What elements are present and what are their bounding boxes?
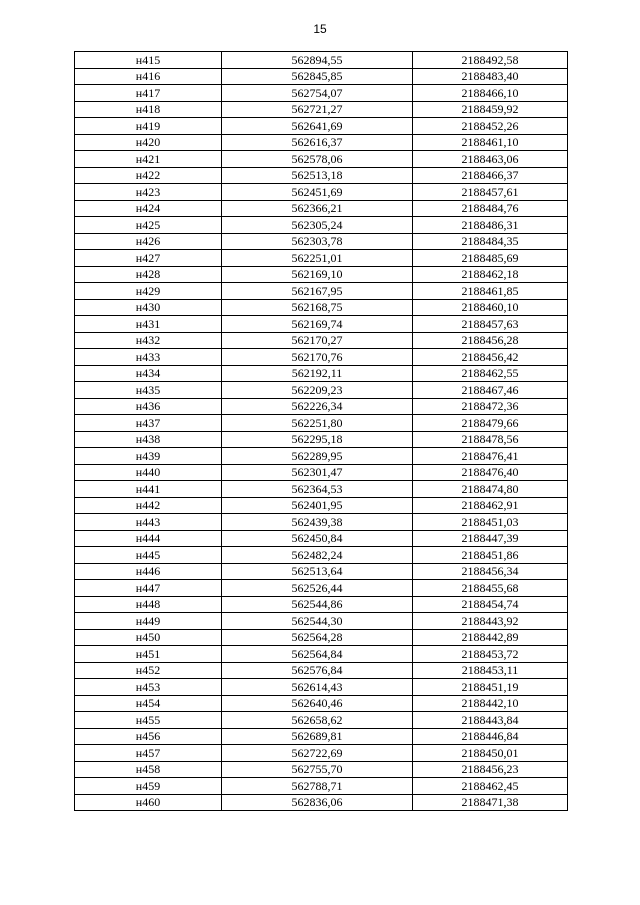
x-coordinate-cell: 562564,28 bbox=[222, 629, 413, 646]
table-row bbox=[75, 415, 568, 432]
x-coordinate-cell: 562576,84 bbox=[222, 662, 413, 679]
x-coordinate-cell: 562482,24 bbox=[222, 547, 413, 564]
x-coordinate-cell: 562364,53 bbox=[222, 481, 413, 498]
x-coordinate-cell: 562513,64 bbox=[222, 563, 413, 580]
x-coordinate-cell: 562169,74 bbox=[222, 316, 413, 333]
table-row bbox=[75, 580, 568, 597]
x-coordinate-cell: 562303,78 bbox=[222, 233, 413, 250]
table-row bbox=[75, 448, 568, 465]
y-coordinate-cell: 2188446,84 bbox=[413, 728, 568, 745]
table-row bbox=[75, 200, 568, 217]
page-number: 15 bbox=[313, 22, 327, 36]
point-id-cell: н433 bbox=[75, 349, 222, 366]
point-id-cell: н451 bbox=[75, 646, 222, 663]
y-coordinate-cell: 2188443,92 bbox=[413, 613, 568, 630]
point-id-cell: н445 bbox=[75, 547, 222, 564]
point-id-cell: н424 bbox=[75, 200, 222, 217]
point-id-cell: н432 bbox=[75, 332, 222, 349]
x-coordinate-cell: 562754,07 bbox=[222, 85, 413, 102]
table-row bbox=[75, 167, 568, 184]
y-coordinate-cell: 2188485,69 bbox=[413, 250, 568, 267]
x-coordinate-cell: 562689,81 bbox=[222, 728, 413, 745]
point-id-cell: н430 bbox=[75, 299, 222, 316]
y-coordinate-cell: 2188461,10 bbox=[413, 134, 568, 151]
table-row bbox=[75, 745, 568, 762]
y-coordinate-cell: 2188457,63 bbox=[413, 316, 568, 333]
point-id-cell: н418 bbox=[75, 101, 222, 118]
table-row bbox=[75, 497, 568, 514]
x-coordinate-cell: 562564,84 bbox=[222, 646, 413, 663]
x-coordinate-cell: 562788,71 bbox=[222, 778, 413, 795]
x-coordinate-cell: 562170,27 bbox=[222, 332, 413, 349]
point-id-cell: н417 bbox=[75, 85, 222, 102]
y-coordinate-cell: 2188483,40 bbox=[413, 68, 568, 85]
table-row bbox=[75, 68, 568, 85]
point-id-cell: н456 bbox=[75, 728, 222, 745]
table-row bbox=[75, 118, 568, 135]
x-coordinate-cell: 562640,46 bbox=[222, 695, 413, 712]
point-id-cell: н450 bbox=[75, 629, 222, 646]
y-coordinate-cell: 2188472,36 bbox=[413, 398, 568, 415]
point-id-cell: н458 bbox=[75, 761, 222, 778]
x-coordinate-cell: 562721,27 bbox=[222, 101, 413, 118]
table-row bbox=[75, 778, 568, 795]
x-coordinate-cell: 562439,38 bbox=[222, 514, 413, 531]
point-id-cell: н438 bbox=[75, 431, 222, 448]
x-coordinate-cell: 562616,37 bbox=[222, 134, 413, 151]
table-row bbox=[75, 398, 568, 415]
x-coordinate-cell: 562894,55 bbox=[222, 52, 413, 69]
coordinates-table bbox=[74, 51, 568, 811]
y-coordinate-cell: 2188456,28 bbox=[413, 332, 568, 349]
y-coordinate-cell: 2188453,72 bbox=[413, 646, 568, 663]
point-id-cell: н415 bbox=[75, 52, 222, 69]
table-row bbox=[75, 233, 568, 250]
y-coordinate-cell: 2188456,23 bbox=[413, 761, 568, 778]
y-coordinate-cell: 2188442,89 bbox=[413, 629, 568, 646]
table-row bbox=[75, 266, 568, 283]
table-row bbox=[75, 761, 568, 778]
table-row bbox=[75, 613, 568, 630]
table-row bbox=[75, 134, 568, 151]
y-coordinate-cell: 2188461,85 bbox=[413, 283, 568, 300]
y-coordinate-cell: 2188462,91 bbox=[413, 497, 568, 514]
y-coordinate-cell: 2188486,31 bbox=[413, 217, 568, 234]
table-row bbox=[75, 794, 568, 811]
y-coordinate-cell: 2188459,92 bbox=[413, 101, 568, 118]
point-id-cell: н436 bbox=[75, 398, 222, 415]
y-coordinate-cell: 2188462,55 bbox=[413, 365, 568, 382]
x-coordinate-cell: 562451,69 bbox=[222, 184, 413, 201]
y-coordinate-cell: 2188466,10 bbox=[413, 85, 568, 102]
point-id-cell: н416 bbox=[75, 68, 222, 85]
table-row bbox=[75, 283, 568, 300]
y-coordinate-cell: 2188484,76 bbox=[413, 200, 568, 217]
y-coordinate-cell: 2188474,80 bbox=[413, 481, 568, 498]
table-row bbox=[75, 695, 568, 712]
point-id-cell: н457 bbox=[75, 745, 222, 762]
table-row bbox=[75, 481, 568, 498]
point-id-cell: н446 bbox=[75, 563, 222, 580]
table-row bbox=[75, 101, 568, 118]
point-id-cell: н440 bbox=[75, 464, 222, 481]
table-row bbox=[75, 712, 568, 729]
table-row bbox=[75, 662, 568, 679]
y-coordinate-cell: 2188453,11 bbox=[413, 662, 568, 679]
table-row bbox=[75, 316, 568, 333]
x-coordinate-cell: 562526,44 bbox=[222, 580, 413, 597]
table-row bbox=[75, 530, 568, 547]
point-id-cell: н423 bbox=[75, 184, 222, 201]
x-coordinate-cell: 562169,10 bbox=[222, 266, 413, 283]
table-row bbox=[75, 464, 568, 481]
y-coordinate-cell: 2188476,40 bbox=[413, 464, 568, 481]
x-coordinate-cell: 562226,34 bbox=[222, 398, 413, 415]
x-coordinate-cell: 562450,84 bbox=[222, 530, 413, 547]
x-coordinate-cell: 562722,69 bbox=[222, 745, 413, 762]
x-coordinate-cell: 562641,69 bbox=[222, 118, 413, 135]
point-id-cell: н435 bbox=[75, 382, 222, 399]
x-coordinate-cell: 562251,80 bbox=[222, 415, 413, 432]
table-row bbox=[75, 431, 568, 448]
y-coordinate-cell: 2188442,10 bbox=[413, 695, 568, 712]
point-id-cell: н439 bbox=[75, 448, 222, 465]
table-row bbox=[75, 184, 568, 201]
table-row bbox=[75, 52, 568, 69]
y-coordinate-cell: 2188456,42 bbox=[413, 349, 568, 366]
y-coordinate-cell: 2188454,74 bbox=[413, 596, 568, 613]
y-coordinate-cell: 2188443,84 bbox=[413, 712, 568, 729]
y-coordinate-cell: 2188451,86 bbox=[413, 547, 568, 564]
y-coordinate-cell: 2188471,38 bbox=[413, 794, 568, 811]
y-coordinate-cell: 2188455,68 bbox=[413, 580, 568, 597]
x-coordinate-cell: 562845,85 bbox=[222, 68, 413, 85]
point-id-cell: н449 bbox=[75, 613, 222, 630]
table-row bbox=[75, 563, 568, 580]
y-coordinate-cell: 2188462,18 bbox=[413, 266, 568, 283]
table-row bbox=[75, 349, 568, 366]
point-id-cell: н421 bbox=[75, 151, 222, 168]
point-id-cell: н452 bbox=[75, 662, 222, 679]
point-id-cell: н431 bbox=[75, 316, 222, 333]
y-coordinate-cell: 2188478,56 bbox=[413, 431, 568, 448]
table-row bbox=[75, 514, 568, 531]
point-id-cell: н426 bbox=[75, 233, 222, 250]
x-coordinate-cell: 562301,47 bbox=[222, 464, 413, 481]
table-row bbox=[75, 299, 568, 316]
y-coordinate-cell: 2188450,01 bbox=[413, 745, 568, 762]
point-id-cell: н447 bbox=[75, 580, 222, 597]
table-row bbox=[75, 728, 568, 745]
point-id-cell: н460 bbox=[75, 794, 222, 811]
y-coordinate-cell: 2188457,61 bbox=[413, 184, 568, 201]
table-row bbox=[75, 382, 568, 399]
point-id-cell: н443 bbox=[75, 514, 222, 531]
table-row bbox=[75, 646, 568, 663]
table-row bbox=[75, 250, 568, 267]
x-coordinate-cell: 562168,75 bbox=[222, 299, 413, 316]
point-id-cell: н425 bbox=[75, 217, 222, 234]
point-id-cell: н455 bbox=[75, 712, 222, 729]
y-coordinate-cell: 2188492,58 bbox=[413, 52, 568, 69]
y-coordinate-cell: 2188447,39 bbox=[413, 530, 568, 547]
x-coordinate-cell: 562366,21 bbox=[222, 200, 413, 217]
point-id-cell: н434 bbox=[75, 365, 222, 382]
x-coordinate-cell: 562836,06 bbox=[222, 794, 413, 811]
table-row bbox=[75, 217, 568, 234]
point-id-cell: н459 bbox=[75, 778, 222, 795]
table-row bbox=[75, 679, 568, 696]
y-coordinate-cell: 2188451,03 bbox=[413, 514, 568, 531]
point-id-cell: н420 bbox=[75, 134, 222, 151]
x-coordinate-cell: 562513,18 bbox=[222, 167, 413, 184]
point-id-cell: н437 bbox=[75, 415, 222, 432]
table-row bbox=[75, 547, 568, 564]
point-id-cell: н453 bbox=[75, 679, 222, 696]
x-coordinate-cell: 562289,95 bbox=[222, 448, 413, 465]
point-id-cell: н419 bbox=[75, 118, 222, 135]
y-coordinate-cell: 2188456,34 bbox=[413, 563, 568, 580]
point-id-cell: н444 bbox=[75, 530, 222, 547]
x-coordinate-cell: 562170,76 bbox=[222, 349, 413, 366]
y-coordinate-cell: 2188479,66 bbox=[413, 415, 568, 432]
y-coordinate-cell: 2188451,19 bbox=[413, 679, 568, 696]
table-row bbox=[75, 151, 568, 168]
point-id-cell: н442 bbox=[75, 497, 222, 514]
table-row bbox=[75, 85, 568, 102]
point-id-cell: н422 bbox=[75, 167, 222, 184]
table-row bbox=[75, 365, 568, 382]
point-id-cell: н429 bbox=[75, 283, 222, 300]
y-coordinate-cell: 2188462,45 bbox=[413, 778, 568, 795]
y-coordinate-cell: 2188484,35 bbox=[413, 233, 568, 250]
table-row bbox=[75, 332, 568, 349]
x-coordinate-cell: 562209,23 bbox=[222, 382, 413, 399]
y-coordinate-cell: 2188466,37 bbox=[413, 167, 568, 184]
x-coordinate-cell: 562755,70 bbox=[222, 761, 413, 778]
table-row bbox=[75, 596, 568, 613]
x-coordinate-cell: 562614,43 bbox=[222, 679, 413, 696]
point-id-cell: н428 bbox=[75, 266, 222, 283]
point-id-cell: н441 bbox=[75, 481, 222, 498]
x-coordinate-cell: 562167,95 bbox=[222, 283, 413, 300]
point-id-cell: н427 bbox=[75, 250, 222, 267]
y-coordinate-cell: 2188452,26 bbox=[413, 118, 568, 135]
x-coordinate-cell: 562578,06 bbox=[222, 151, 413, 168]
x-coordinate-cell: 562295,18 bbox=[222, 431, 413, 448]
coordinates-table-body bbox=[75, 52, 568, 811]
x-coordinate-cell: 562251,01 bbox=[222, 250, 413, 267]
y-coordinate-cell: 2188460,10 bbox=[413, 299, 568, 316]
point-id-cell: н448 bbox=[75, 596, 222, 613]
point-id-cell: н454 bbox=[75, 695, 222, 712]
y-coordinate-cell: 2188463,06 bbox=[413, 151, 568, 168]
x-coordinate-cell: 562544,86 bbox=[222, 596, 413, 613]
x-coordinate-cell: 562658,62 bbox=[222, 712, 413, 729]
y-coordinate-cell: 2188476,41 bbox=[413, 448, 568, 465]
x-coordinate-cell: 562305,24 bbox=[222, 217, 413, 234]
y-coordinate-cell: 2188467,46 bbox=[413, 382, 568, 399]
x-coordinate-cell: 562544,30 bbox=[222, 613, 413, 630]
table-row bbox=[75, 629, 568, 646]
x-coordinate-cell: 562401,95 bbox=[222, 497, 413, 514]
x-coordinate-cell: 562192,11 bbox=[222, 365, 413, 382]
